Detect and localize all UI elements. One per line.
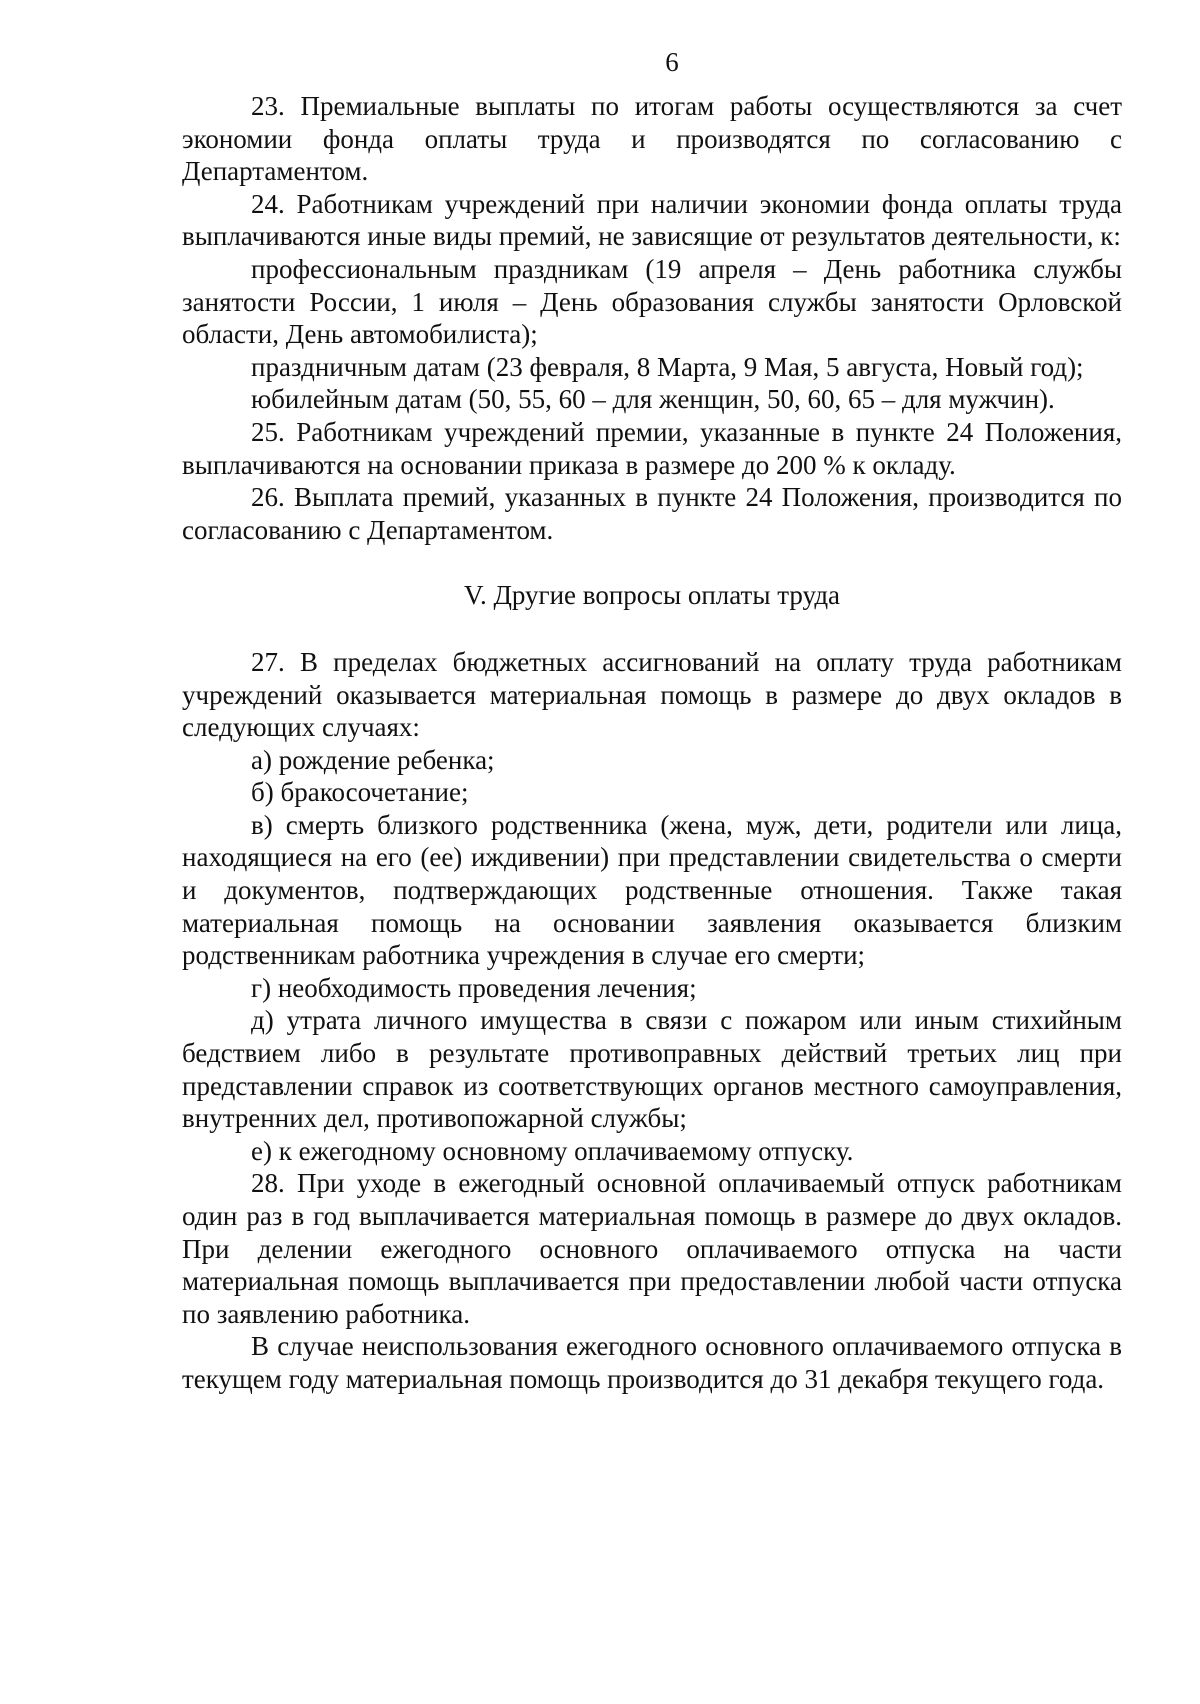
paragraph-27-g: г) необходимость проведения лечения; bbox=[251, 972, 697, 1003]
document-page bbox=[182, 36, 1122, 1396]
paragraph-27-a: а) рождение ребенка; bbox=[251, 744, 495, 775]
paragraph-24-jubilee-dates: юбилейным датам (50, 55, 60 – для женщин, 50, 60, 65 – для мужчин). bbox=[251, 384, 1055, 415]
paragraph-24-professional-holidays: профессиональным праздникам (19 апреля – День работника службы занятости России, 1 июля – День образования службы занятости Орловской области, День автомобилиста); bbox=[182, 253, 1122, 350]
paragraph-28: 28. При уходе в ежегодный основной оплачиваемый отпуск работникам один раз в год выплачивается материальная помощь в размере до двух окладов. При делении ежегодного основного оплачиваемого отпуска на части материальная помощь выплачивается при предоставлении любой части отпуска по заявлению работника. bbox=[182, 1168, 1122, 1329]
paragraph-27-d: д) утрата личного имущества в связи с пожаром или иным стихийным бедствием либо в результате противоправных действий третьих лиц при представлении справок из соответствующих органов местного самоуправления, внутренних дел, противопожарной службы; bbox=[182, 1005, 1122, 1134]
page-number: 6 bbox=[665, 47, 679, 77]
section-heading: V. Другие вопросы оплаты труда bbox=[463, 580, 841, 611]
paragraph-26: 26. Выплата премий, указанных в пункте 24 Положения, производится по согласованию с Департаментом. bbox=[182, 482, 1122, 545]
paragraph-27: 27. В пределах бюджетных ассигнований на оплату труда работникам учреждений оказывается материальная помощь в размере до двух окладов в следующих случаях: bbox=[182, 646, 1122, 743]
paragraph-27-e: е) к ежегодному основному оплачиваемому отпуску. bbox=[251, 1135, 854, 1166]
paragraph-24: 24. Работникам учреждений при наличии экономии фонда оплаты труда выплачиваются иные виды премий, не зависящие от результатов деятельности, к: bbox=[182, 188, 1122, 252]
paragraph-27-b: б) бракосочетание; bbox=[251, 777, 469, 808]
paragraph-23: 23. Премиальные выплаты по итогам работы осуществляются за счет экономии фонда оплаты труда и производятся по согласованию с Департаментом. bbox=[182, 91, 1122, 187]
paragraph-25: 25. Работникам учреждений премии, указанные в пункте 24 Положения, выплачиваются на основании приказа в размере до 200 % к окладу. bbox=[182, 416, 1122, 480]
paragraph-28-note: В случае неиспользования ежегодного основного оплачиваемого отпуска в текущем году материальная помощь производится до 31 декабря текущего года. bbox=[182, 1331, 1122, 1394]
paragraph-27-v: в) смерть близкого родственника (жена, муж, дети, родители или лица, находящиеся на его (ее) иждивении) при представлении свидетельства о смерти и документов, подтверждающих родственные отношения. Также такая материальная помощь на основании заявления оказывается близким родственникам работника учреждения в случае его смерти; bbox=[182, 809, 1122, 971]
paragraph-24-holiday-dates: праздничным датам (23 февраля, 8 Марта, 9 Мая, 5 августа, Новый год); bbox=[251, 351, 1084, 382]
